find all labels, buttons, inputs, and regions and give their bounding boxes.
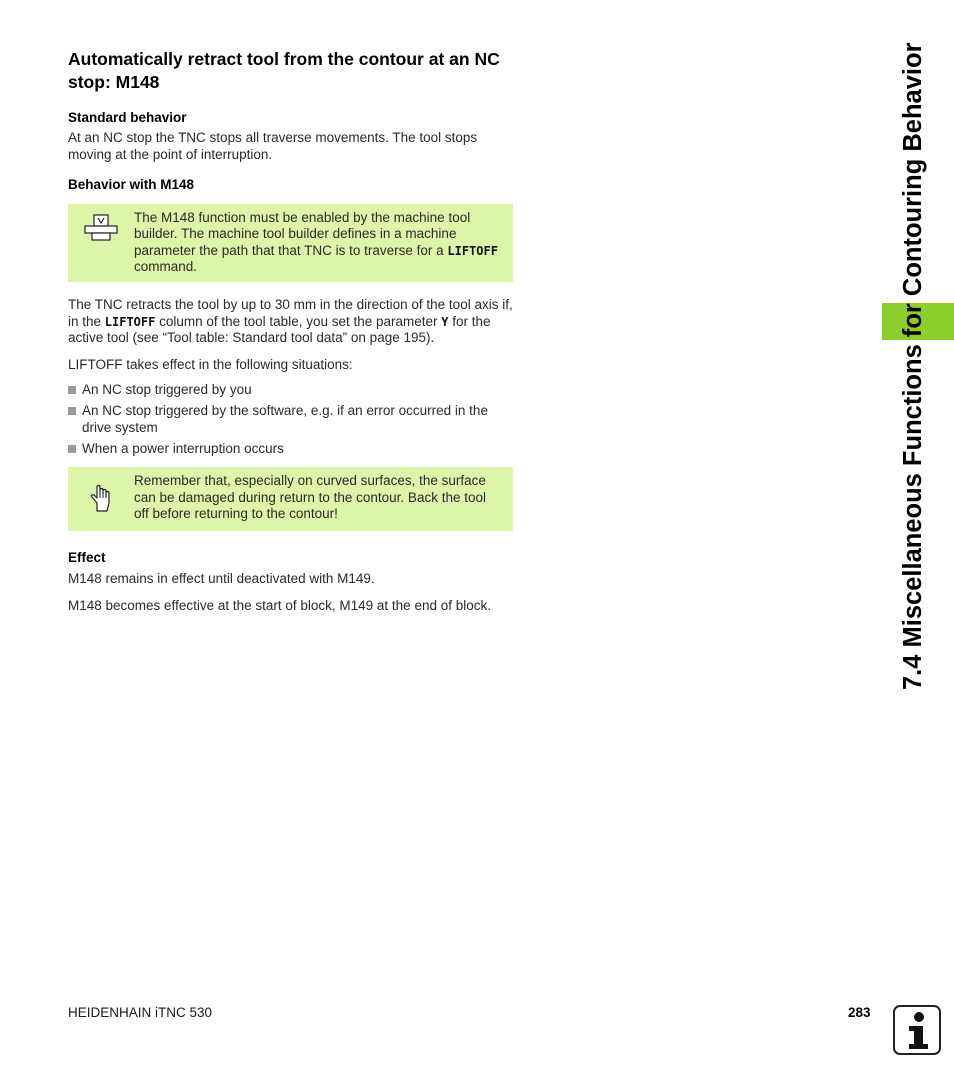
standard-behavior-text: At an NC stop the TNC stops all traverse movements. The tool stops moving at the point of interruption.: [68, 130, 478, 162]
liftoff-desc-part2: column of the tool table, you set the parameter: [155, 313, 442, 329]
machine-parameter-note: [68, 204, 513, 282]
footer-product-name: HEIDENHAIN iTNC 530: [68, 1005, 213, 1020]
note-text-before: The M148 function must be enabled by the machine tool builder. The machine tool builder defines in a machine parameter the path that that TNC is to traverse for a: [134, 210, 471, 258]
bullet-text: When a power interruption occurs: [82, 441, 284, 457]
heading-standard-behavior: Standard behavior: [68, 110, 187, 125]
liftoff-situations-intro: LIFTOFF takes effect in the following situations:: [68, 356, 353, 372]
note-text-after: command.: [134, 258, 198, 274]
bullet-square-icon: [68, 386, 76, 394]
bullet-square-icon: [68, 445, 76, 453]
liftoff-code: LIFTOFF: [447, 243, 498, 258]
liftoff-desc-part3: for the active tool (see “Tool table: Standard tool data” on page 195).: [68, 313, 491, 346]
pointing-hand-icon: [68, 473, 134, 513]
effect-text-2: M148 becomes effective at the start of block, M149 at the end of block.: [68, 597, 491, 613]
effect-text-1: M148 remains in effect until deactivated with M149.: [68, 571, 375, 587]
liftoff-desc-part1: The TNC retracts the tool by up to 30 mm in the direction of the tool axis if, in the: [68, 297, 513, 329]
list-item: [68, 382, 513, 398]
list-item: [68, 403, 513, 436]
caution-note: [68, 467, 513, 531]
bullet-text: An NC stop triggered by the software, e.g. if an error occurred in the drive system: [82, 403, 488, 435]
caution-note-text: Remember that, especially on curved surfaces, the surface can be damaged during return to the contour. Back the tool off before returning to the contour!: [134, 473, 486, 521]
page-number: 283: [848, 1005, 871, 1020]
chapter-title-vertical: 7.4 Miscellaneous Functions for Contouring Behavior: [899, 42, 927, 690]
heading-behavior-with-m148: Behavior with M148: [68, 177, 195, 192]
info-icon: [893, 1005, 941, 1055]
bullet-text: An NC stop triggered by you: [82, 382, 252, 398]
section-title: Automatically retract tool from the contour at an NC stop: M148: [68, 49, 500, 92]
bullet-square-icon: [68, 407, 76, 415]
main-content: [68, 48, 513, 624]
liftoff-description: [68, 297, 513, 347]
liftoff-situations-list: [68, 382, 513, 457]
liftoff-column-code: LIFTOFF: [104, 314, 156, 329]
heading-effect: Effect: [68, 550, 106, 566]
list-item: [68, 441, 513, 457]
machine-parameter-icon: [68, 210, 134, 242]
parameter-y-code: Y: [441, 314, 449, 329]
machine-parameter-note-text: [134, 210, 503, 275]
